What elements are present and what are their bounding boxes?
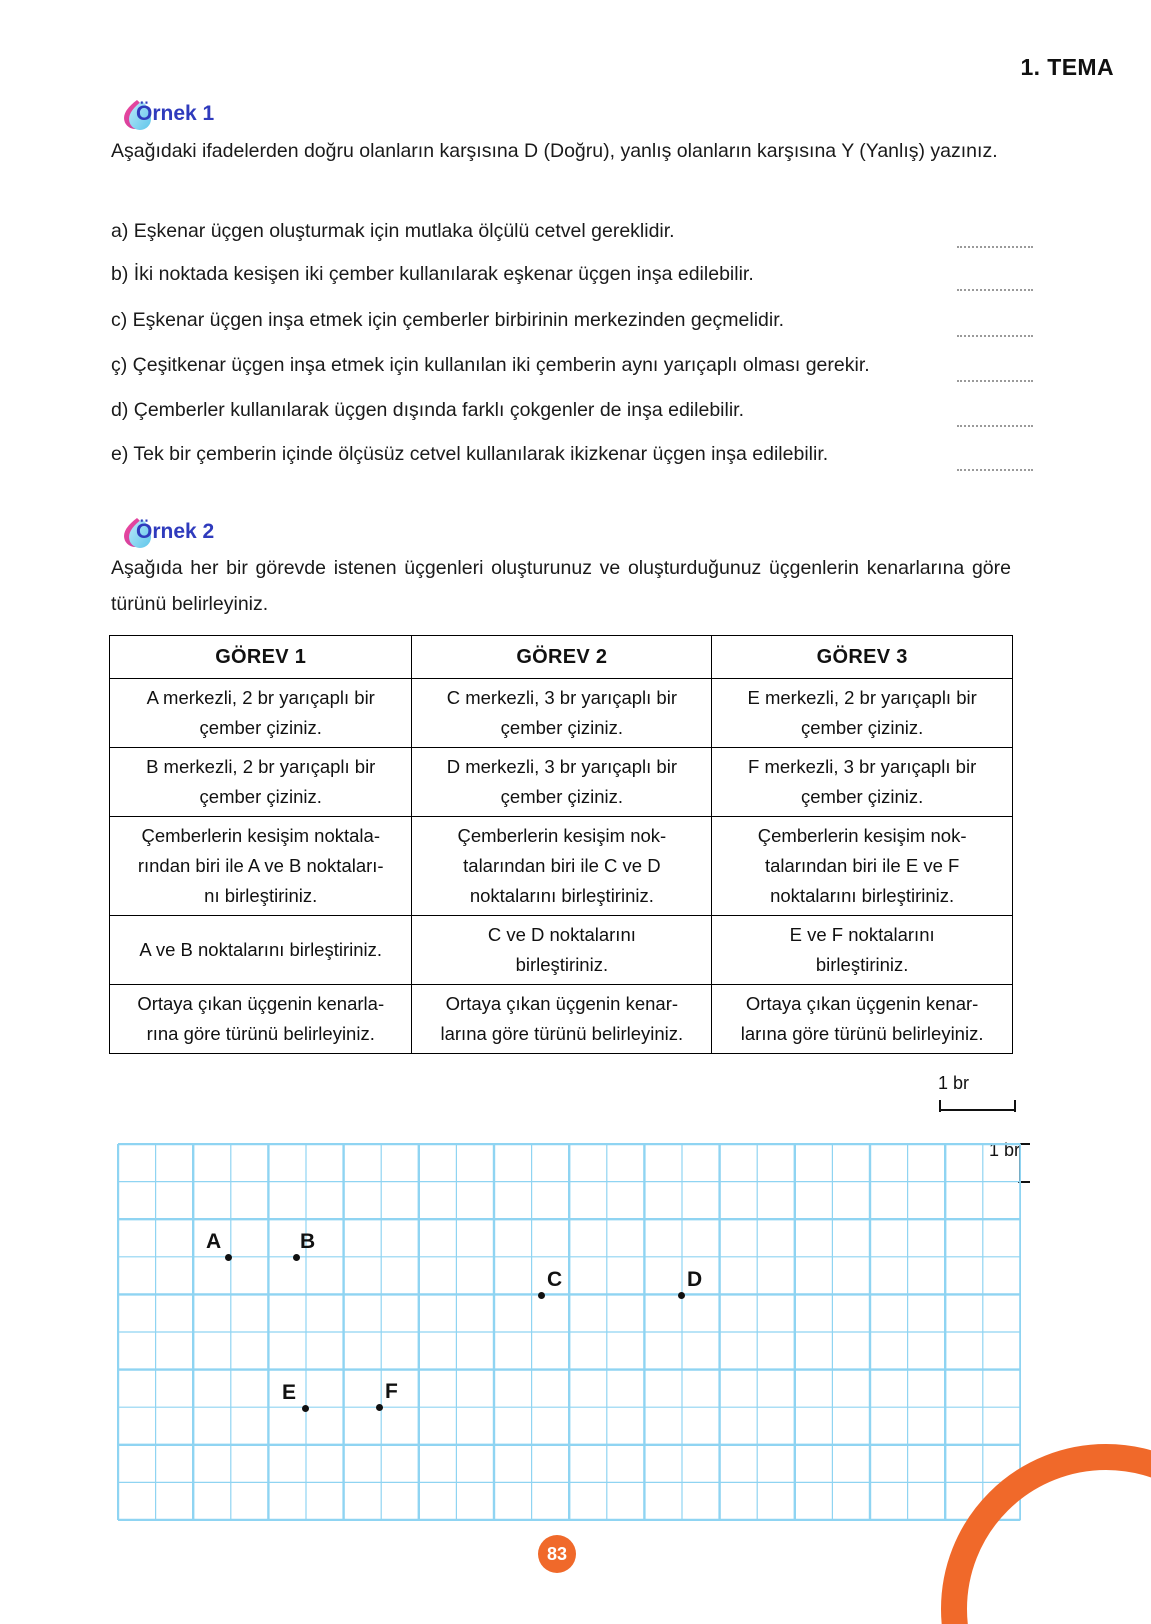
- page-number: 83: [538, 1535, 576, 1573]
- cell-r5c3: [712, 985, 1013, 1054]
- table-row: [110, 748, 1013, 817]
- answer-blank-b[interactable]: [957, 275, 1033, 291]
- grid-point-label-d: D: [687, 1268, 703, 1291]
- grid-point-e: [302, 1405, 309, 1412]
- cell-r4c3: [712, 916, 1013, 985]
- cell-line: C ve D noktalarını: [487, 924, 636, 945]
- answer-blank-d[interactable]: [957, 411, 1033, 427]
- cell-line: Çemberlerin kesişim nok-: [457, 825, 667, 846]
- cell-line: Ortaya çıkan üçgenin kenar-: [745, 993, 979, 1014]
- cell-line: nı birleştiriniz.: [204, 885, 318, 906]
- table-header-gorev-3: GÖREV 3: [712, 636, 1013, 679]
- statement-e: e) Tek bir çemberin içinde ölçüsüz cetvel kullanılarak ikizkenar üçgen inşa edilebilir.: [111, 443, 829, 465]
- cell-line: larına göre türünü belirleyiniz.: [440, 1023, 684, 1044]
- table-header-row: [110, 636, 1013, 679]
- unit-label-right: 1 br: [989, 1140, 1021, 1160]
- grid-point-b: [293, 1254, 300, 1261]
- ornek-1-intro: Aşağıdaki ifadelerden doğru olanların karşısına D (Doğru), yanlış olanların karşısına Y (Yanlış) yazınız.: [111, 140, 998, 162]
- statement-b: b) İki noktada kesişen iki çember kullanılarak eşkenar üçgen inşa edilebilir.: [111, 263, 754, 285]
- cell-line: talarından biri ile E ve F: [764, 855, 960, 876]
- cell-r3c3: [712, 817, 1013, 916]
- cell-line: çember çiziniz.: [199, 717, 322, 738]
- cell-r3c1: [110, 817, 412, 916]
- answer-blank-c[interactable]: [957, 321, 1033, 337]
- cell-line: rından biri ile A ve B noktaları-: [137, 855, 384, 876]
- grid-point-label-f: F: [385, 1380, 398, 1403]
- cell-line: Ortaya çıkan üçgenin kenarla-: [137, 993, 385, 1014]
- ornek-1-label: Örnek 1: [136, 102, 215, 125]
- cell-line: noktalarını birleştiriniz.: [770, 885, 955, 906]
- cell-r2c3: [712, 748, 1013, 817]
- cell-line: Ortaya çıkan üçgenin kenar-: [445, 993, 679, 1014]
- ornek-2-badge: [122, 512, 214, 552]
- grid-point-f: [376, 1404, 383, 1411]
- grid-point-a: [225, 1254, 232, 1261]
- cell-line: E ve F noktalarını: [789, 924, 935, 945]
- theme-header: 1. TEMA: [1020, 54, 1114, 80]
- cell-r2c2: [412, 748, 712, 817]
- table-row: [110, 817, 1013, 916]
- cell-line: A merkezli, 2 br yarıçaplı bir: [146, 687, 375, 708]
- grid-point-label-b: B: [300, 1230, 316, 1253]
- cell-line: çember çiziniz.: [800, 786, 924, 807]
- statement-a: a) Eşkenar üçgen oluşturmak için mutlaka ölçülü cetvel gereklidir.: [111, 220, 675, 242]
- cell-r1c3: [712, 679, 1013, 748]
- statement-c-cedilla: ç) Çeşitkenar üçgen inşa etmek için kullanılan iki çemberin aynı yarıçaplı olması gerekir.: [111, 354, 870, 376]
- statement-d: d) Çemberler kullanılarak üçgen dışında farklı çokgenler de inşa edilebilir.: [111, 399, 744, 421]
- cell-line: çember çiziniz.: [500, 786, 624, 807]
- cell-line: D merkezli, 3 br yarıçaplı bir: [446, 756, 677, 777]
- cell-line: birleştiriniz.: [515, 954, 609, 975]
- coordinate-grid: [117, 1143, 1015, 1522]
- cell-line: Çemberlerin kesişim noktala-: [141, 825, 380, 846]
- grid-point-c: [538, 1292, 545, 1299]
- cell-r4c2: [412, 916, 712, 985]
- ornek-1-badge: [122, 94, 214, 134]
- grid-point-label-e: E: [282, 1381, 297, 1404]
- grid-lines: [117, 1143, 1021, 1521]
- cell-line: çember çiziniz.: [199, 786, 322, 807]
- grid-point-d: [678, 1292, 685, 1299]
- ornek-2-label: Örnek 2: [136, 520, 215, 543]
- cell-r5c1: [110, 985, 412, 1054]
- unit-ruler-top: [938, 1098, 1018, 1114]
- cell-line: birleştiriniz.: [815, 954, 909, 975]
- cell-r4c1: [110, 916, 412, 985]
- cell-line: B merkezli, 2 br yarıçaplı bir: [146, 756, 376, 777]
- answer-blank-e[interactable]: [957, 455, 1033, 471]
- cell-r5c2: [412, 985, 712, 1054]
- grid-point-label-a: A: [206, 1230, 222, 1253]
- grid-point-label-c: C: [547, 1268, 563, 1291]
- table-header-gorev-2: GÖREV 2: [412, 636, 712, 679]
- table-header-gorev-1: GÖREV 1: [110, 636, 412, 679]
- cell-line: çember çiziniz.: [800, 717, 924, 738]
- table-row: [110, 916, 1013, 985]
- cell-line: larına göre türünü belirleyiniz.: [740, 1023, 984, 1044]
- cell-r1c2: [412, 679, 712, 748]
- cell-r1c1: [110, 679, 412, 748]
- cell-line: Çemberlerin kesişim nok-: [757, 825, 967, 846]
- gorev-table: [109, 635, 1013, 1054]
- cell-line: F merkezli, 3 br yarıçaplı bir: [748, 756, 977, 777]
- cell-line: rına göre türünü belirleyiniz.: [146, 1023, 375, 1044]
- statement-c: c) Eşkenar üçgen inşa etmek için çemberler birbirinin merkezinden geçmelidir.: [111, 309, 785, 331]
- table-row: [110, 985, 1013, 1054]
- cell-line: talarından biri ile C ve D: [463, 855, 661, 876]
- cell-line: E merkezli, 2 br yarıçaplı bir: [747, 687, 977, 708]
- cell-line: C merkezli, 3 br yarıçaplı bir: [446, 687, 677, 708]
- answer-blank-c-cedilla[interactable]: [957, 366, 1033, 382]
- unit-label-top: 1 br: [938, 1073, 970, 1093]
- answer-blank-a[interactable]: [957, 232, 1033, 248]
- cell-line: noktalarını birleştiriniz.: [469, 885, 654, 906]
- ornek-2-intro: Aşağıda her bir görevde istenen üçgenleri oluşturunuz ve oluşturduğunuz üçgenlerin kenarlarına göre türünü belirleyiniz.: [111, 557, 1011, 615]
- table-row: [110, 679, 1013, 748]
- cell-r3c2: [412, 817, 712, 916]
- cell-r2c1: [110, 748, 412, 817]
- cell-line: çember çiziniz.: [500, 717, 624, 738]
- cell-line: A ve B noktalarını birleştiriniz.: [139, 939, 383, 960]
